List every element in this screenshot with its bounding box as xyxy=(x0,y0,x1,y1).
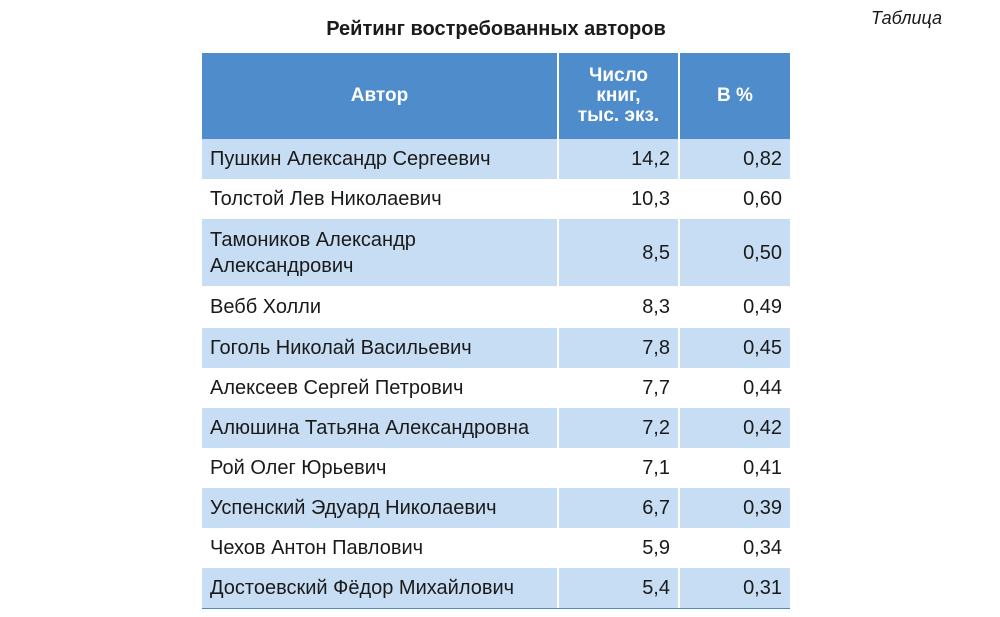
cell-author: Алюшина Татьяна Александровна xyxy=(202,408,558,448)
table-row xyxy=(202,179,790,219)
cell-author: Пушкин Александр Сергеевич xyxy=(202,139,558,179)
cell-percent: 0,60 xyxy=(679,179,790,219)
cell-percent: 0,45 xyxy=(679,328,790,368)
table-row xyxy=(202,568,790,608)
table-title: Рейтинг востребованных авторов xyxy=(326,18,666,40)
cell-percent: 0,31 xyxy=(679,568,790,608)
table-row xyxy=(202,286,790,328)
cell-count: 5,9 xyxy=(558,528,679,568)
header-author: Автор xyxy=(202,53,558,139)
table-row xyxy=(202,448,790,488)
table-row xyxy=(202,328,790,368)
table-row xyxy=(202,368,790,408)
cell-count: 7,7 xyxy=(558,368,679,408)
cell-author: Достоевский Фёдор Михайлович xyxy=(202,568,558,608)
cell-count: 14,2 xyxy=(558,139,679,179)
cell-percent: 0,42 xyxy=(679,408,790,448)
header-count: Число книг, тыс. экз. xyxy=(558,53,679,139)
cell-percent: 0,39 xyxy=(679,488,790,528)
cell-count: 6,7 xyxy=(558,488,679,528)
cell-author: Тамоников Александр Александрович xyxy=(202,219,558,286)
cell-percent: 0,82 xyxy=(679,139,790,179)
cell-author: Толстой Лев Николаевич xyxy=(202,179,558,219)
cell-author: Успенский Эдуард Николаевич xyxy=(202,488,558,528)
table-row xyxy=(202,528,790,568)
table-row xyxy=(202,219,790,286)
cell-count: 7,8 xyxy=(558,328,679,368)
cell-percent: 0,50 xyxy=(679,219,790,286)
cell-author: Рой Олег Юрьевич xyxy=(202,448,558,488)
authors-table xyxy=(202,53,790,608)
cell-count: 8,5 xyxy=(558,219,679,286)
table-label: Таблица xyxy=(870,8,942,28)
cell-percent: 0,49 xyxy=(679,286,790,328)
cell-count: 8,3 xyxy=(558,286,679,328)
cell-author: Гоголь Николай Васильевич xyxy=(202,328,558,368)
cell-count: 5,4 xyxy=(558,568,679,608)
header-row xyxy=(202,53,790,139)
table-row xyxy=(202,408,790,448)
cell-author: Алексеев Сергей Петрович xyxy=(202,368,558,408)
cell-percent: 0,44 xyxy=(679,368,790,408)
cell-percent: 0,41 xyxy=(679,448,790,488)
cell-author: Вебб Холли xyxy=(202,286,558,328)
header-percent: В % xyxy=(679,53,790,139)
table-row xyxy=(202,488,790,528)
cell-count: 7,2 xyxy=(558,408,679,448)
cell-author: Чехов Антон Павлович xyxy=(202,528,558,568)
cell-count: 7,1 xyxy=(558,448,679,488)
cell-percent: 0,34 xyxy=(679,528,790,568)
table-body xyxy=(202,139,790,608)
cell-count: 10,3 xyxy=(558,179,679,219)
table-bottom-rule xyxy=(202,608,790,609)
table-row xyxy=(202,139,790,179)
